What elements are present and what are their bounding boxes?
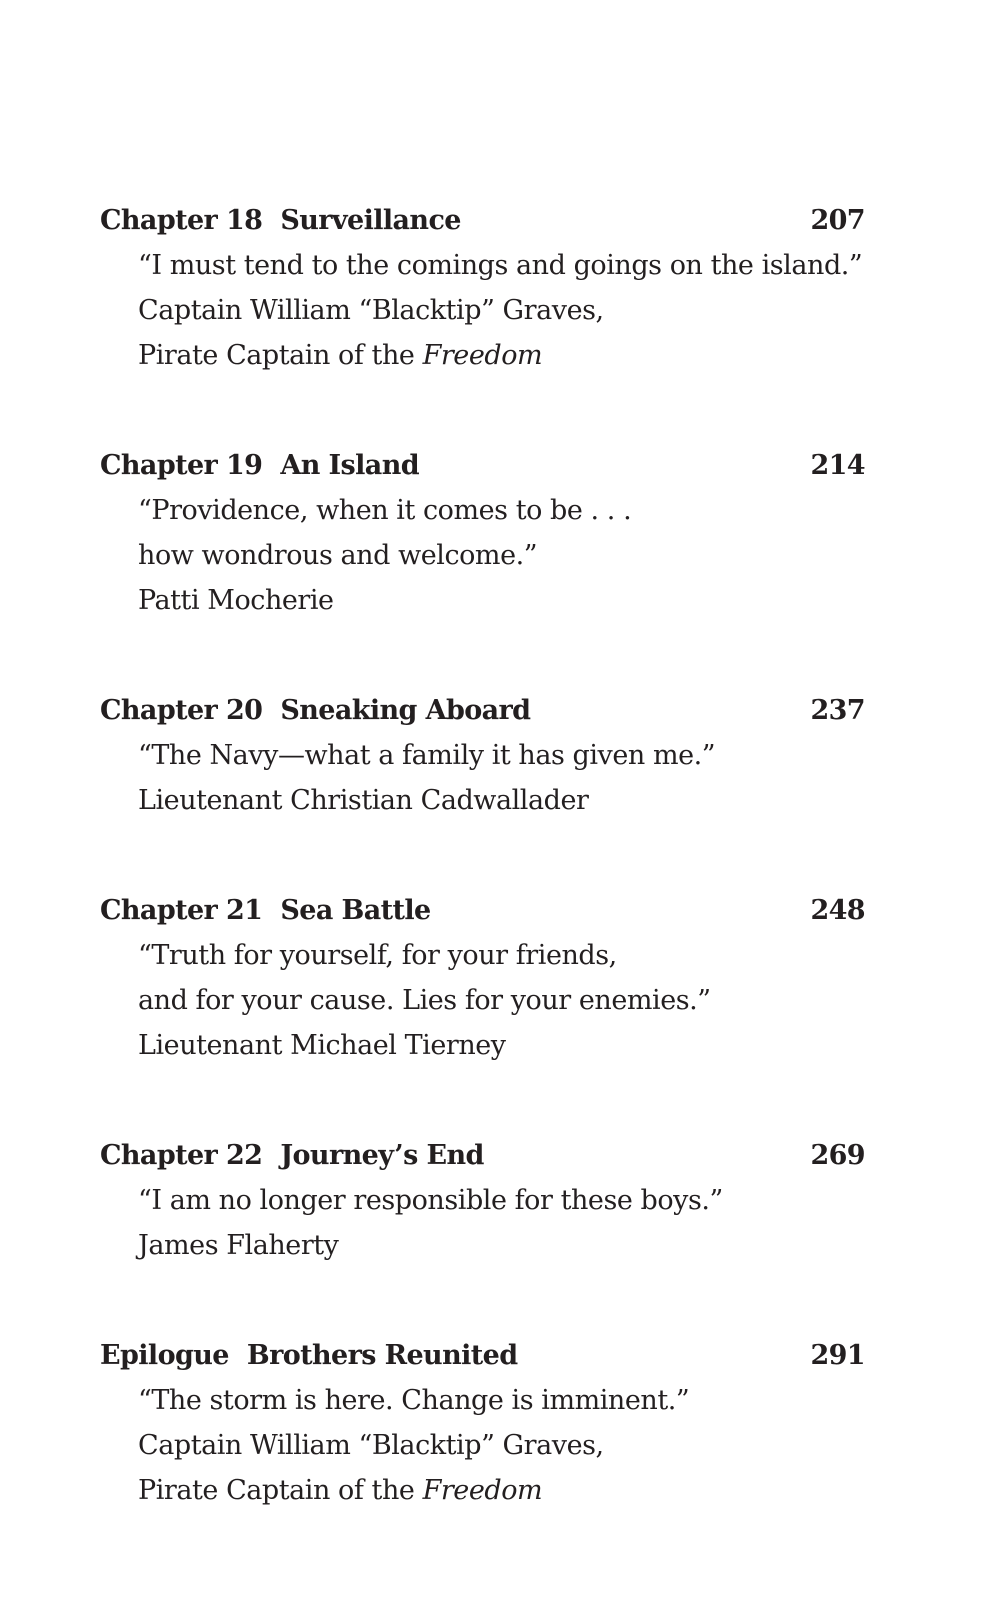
epigraph-attribution-line: Captain William “Blacktip” Graves, xyxy=(138,1430,604,1461)
epigraph-quote-line: “The Navy—what a family it has given me.” xyxy=(138,740,716,771)
epigraph-quote-line: how wondrous and welcome.” xyxy=(138,540,538,571)
ship-name: Freedom xyxy=(422,340,543,371)
epigraph-attribution-line: Lieutenant Michael Tierney xyxy=(138,1030,506,1061)
toc-entry-chapter-20[interactable] xyxy=(100,689,865,823)
page-number: 214 xyxy=(810,450,865,481)
chapter-title: An Island xyxy=(280,450,420,481)
toc-entry-chapter-21[interactable] xyxy=(100,889,865,1068)
epigraph-quote-line: “I must tend to the comings and goings on the island.” xyxy=(138,250,863,281)
page-number: 248 xyxy=(810,895,865,926)
chapter-title: Journey’s End xyxy=(280,1140,484,1171)
chapter-label: Chapter 20 xyxy=(100,695,263,726)
page-number: 269 xyxy=(810,1140,865,1171)
epigraph-attribution-line: Captain William “Blacktip” Graves, xyxy=(138,295,604,326)
epigraph-attribution-role-line xyxy=(100,1468,865,1513)
chapter-title: Sneaking Aboard xyxy=(280,695,531,726)
chapter-title: Brothers Reunited xyxy=(246,1340,518,1371)
epigraph-attribution-line: Patti Mocherie xyxy=(138,585,334,616)
toc-entry-chapter-18[interactable] xyxy=(100,199,865,378)
table-of-contents xyxy=(100,199,865,1513)
entry-heading xyxy=(100,1134,865,1178)
epigraph-quote-line: “Truth for yourself, for your friends, xyxy=(138,940,617,971)
chapter-label: Chapter 22 xyxy=(100,1140,263,1171)
epigraph-quote-line: and for your cause. Lies for your enemies.” xyxy=(138,985,711,1016)
page-number: 207 xyxy=(810,205,865,236)
chapter-label: Chapter 21 xyxy=(100,895,263,926)
chapter-label: Chapter 19 xyxy=(100,450,263,481)
epigraph-quote-line: “Providence, when it comes to be . . . xyxy=(138,495,632,526)
toc-entry-chapter-22[interactable] xyxy=(100,1134,865,1268)
epigraph-attribution-line: Lieutenant Christian Cadwallader xyxy=(138,785,589,816)
chapter-title: Surveillance xyxy=(280,205,461,236)
attribution-role: Pirate Captain of the xyxy=(138,340,415,371)
toc-entry-chapter-19[interactable] xyxy=(100,444,865,623)
entry-heading xyxy=(100,689,865,733)
entry-heading xyxy=(100,889,865,933)
page-number: 291 xyxy=(810,1340,865,1371)
epigraph-attribution-line: James Flaherty xyxy=(138,1230,339,1261)
page-number: 237 xyxy=(810,695,865,726)
chapter-label: Epilogue xyxy=(100,1340,229,1371)
entry-heading xyxy=(100,1334,865,1378)
attribution-role: Pirate Captain of the xyxy=(138,1475,415,1506)
epigraph-quote-line: “I am no longer responsible for these boys.” xyxy=(138,1185,723,1216)
toc-entry-epilogue[interactable] xyxy=(100,1334,865,1513)
epigraph-attribution-role-line xyxy=(100,333,865,378)
chapter-label: Chapter 18 xyxy=(100,205,263,236)
chapter-title: Sea Battle xyxy=(280,895,431,926)
entry-heading xyxy=(100,444,865,488)
epigraph-quote-line: “The storm is here. Change is imminent.” xyxy=(138,1385,690,1416)
entry-heading xyxy=(100,199,865,243)
ship-name: Freedom xyxy=(422,1475,543,1506)
